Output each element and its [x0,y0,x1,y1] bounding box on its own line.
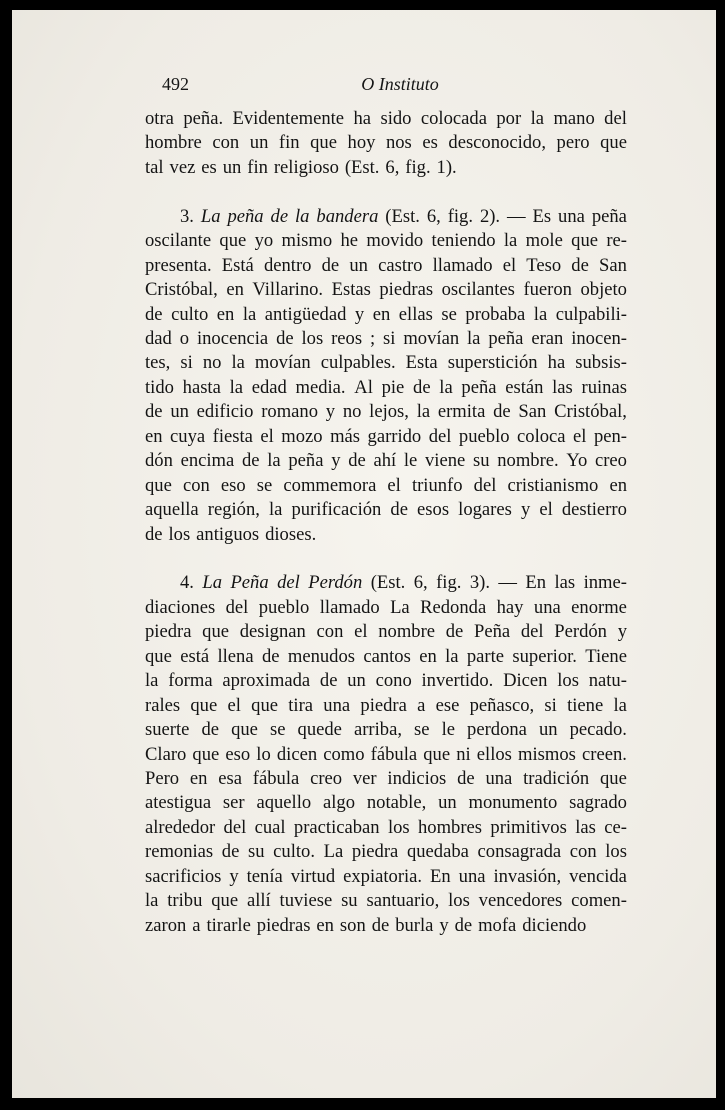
text-line: 4. La Peña del Perdón (Est. 6, fig. 3). — En las inme- [180,572,627,594]
paragraph [145,571,627,938]
page-number: 492 [162,74,189,94]
text-line: de los antiguos dioses. [145,523,317,545]
text-line: que con eso se commemora el triunfo del cristianismo en [145,474,627,496]
paragraph-spacer [145,180,627,205]
text-line: la forma aproximada de un cono invertido. Dicen los natu- [145,670,627,692]
text-line: presenta. Está dentro de un castro llamado el Teso de San [145,254,627,276]
text-line: aquella región, la purificación de esos logares y el destierro [145,499,627,521]
text-line: tal vez es un fin religioso (Est. 6, fig. 1). [145,156,457,178]
text-line: suerte de que se quede arriba, se le perdona un pecado. [145,719,627,741]
text-line: sacrificios y tenía virtud expiatoria. En una invasión, vencida [145,865,627,887]
text-line: oscilante que yo mismo he movido teniendo la mole que re- [145,230,627,252]
text-line: tido hasta la edad media. Al pie de la peña están las ruinas [145,376,627,398]
text-line: atestigua ser aquello algo notable, un monumento sagrado [145,792,627,814]
text-line: zaron a tirarle piedras en son de burla y de mofa diciendo [145,914,587,936]
text-line: de culto en la antigüedad y en ellas se probaba la culpabili- [145,303,627,325]
text-line: tes, si no la movían culpables. Esta superstición ha subsis- [145,352,627,374]
running-title: O Instituto [361,74,439,94]
text-line: dón encima de la peña y de ahí le viene su nombre. Yo creo [145,450,627,472]
text-line: la tribu que allí tuviese su santuario, los vencedores comen- [145,890,627,912]
text-line: 3. La peña de la bandera (Est. 6, fig. 2). — Es una peña [180,205,627,227]
text-line: Pero en esa fábula creo ver indicios de una tradición que [145,767,627,789]
text-line: de un edificio romano y no lejos, la ermita de San Cristóbal, [145,401,627,423]
text-line: remonias de su culto. La piedra quedaba consagrada con los [145,841,627,863]
text-line: que está llena de menudos cantos en la parte superior. Tiene [145,645,627,667]
text-line: piedra que designan con el nombre de Peña del Perdón y [145,621,627,643]
paragraph-spacer [145,547,627,572]
body-text [145,107,627,938]
page-header [162,74,638,102]
text-line: dad o inocencia de los reos ; si movían la peña eran inocen- [145,328,627,349]
text-line: diaciones del pueblo llamado La Redonda hay una enorme [145,596,627,618]
text-line: Claro que eso lo dicen como fábula que ni ellos mismos creen. [145,743,627,765]
text-line: otra peña. Evidentemente ha sido colocada por la mano del [145,108,627,129]
text-line: en cuya fiesta el mozo más garrido del pueblo coloca el pen- [145,425,627,447]
paragraph [145,107,627,180]
text-line: alrededor del cual practicaban los hombres primitivos las ce- [145,816,627,838]
paragraph [145,205,627,547]
text-line: hombre con un fin que hoy nos es desconocido, pero que [145,132,627,154]
text-line: rales que el que tira una piedra a ese peñasco, si tiene la [145,694,627,716]
text-line: Cristóbal, en Villarino. Estas piedras oscilantes fueron objeto [145,279,627,301]
